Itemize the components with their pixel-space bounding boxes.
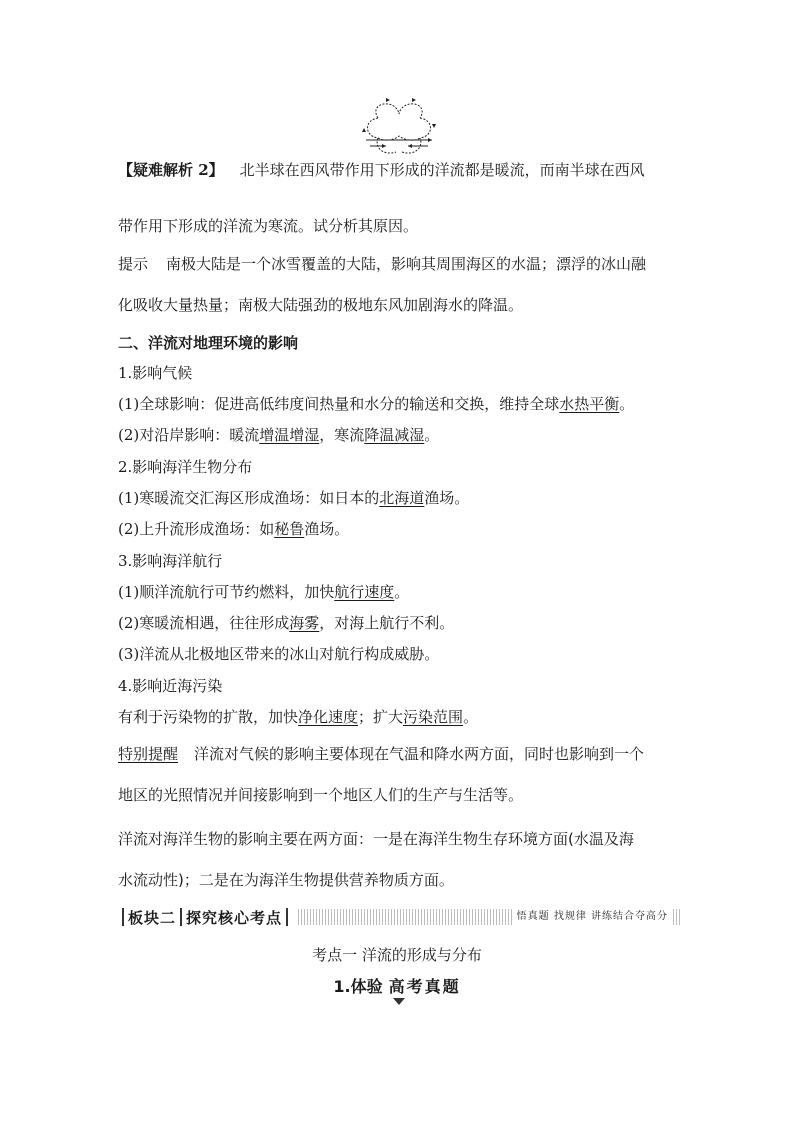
banner-title-a: 板块二 — [128, 908, 177, 927]
climate-blank-1: 水热平衡 — [559, 395, 620, 413]
pollution-line1-end: 。 — [463, 708, 479, 726]
section-heading: 二、洋流对地理环境的影响 — [118, 334, 299, 352]
bio-blank-2: 秘鲁 — [274, 520, 305, 538]
reminder-line4: 水流动性)；二是在为海洋生物提供营养物质方面。 — [118, 871, 454, 889]
climate-heading: 1.影响气候 — [118, 364, 193, 382]
climate-line2-text: (2)对沿岸影响：暖流 — [118, 426, 260, 444]
topic-subtitle — [0, 974, 794, 997]
climate-blank-2: 增温增湿 — [259, 426, 320, 444]
banner-title-b: 探究核心考点 — [186, 908, 283, 927]
nav-line3: (3)洋流从北极地区带来的冰山对航行构成威胁。 — [118, 645, 440, 663]
climate-line1-text: (1)全球影响：促进高低纬度间热量和水分的输送和交换，维持全球 — [118, 395, 560, 413]
pollution-blank-2: 污染范围 — [403, 708, 464, 726]
topic-title: 考点一 洋流的形成与分布 — [312, 946, 482, 964]
bio-line2-end: 渔场。 — [304, 520, 350, 538]
climate-line2 — [118, 425, 439, 445]
pollution-line1 — [118, 707, 478, 727]
bio-line1 — [118, 488, 469, 508]
reminder-text1: 洋流对气候的影响主要体现在气温和降水两方面，同时也影响到一个 — [194, 745, 645, 763]
climate-line2-mid: ，寒流 — [319, 426, 365, 444]
nav-line1 — [118, 582, 409, 602]
pollution-line1-text: 有利于污染物的扩散，加快 — [118, 708, 299, 726]
nav-line2 — [118, 613, 454, 633]
topic-subtitle-pre: 1.体验 — [333, 977, 383, 996]
analysis-hint-line2: 化吸收大量热量；南极大陆强劲的极地东风加剧海水的降温。 — [118, 296, 524, 314]
pollution-line1-mid: ；扩大 — [358, 708, 404, 726]
climate-line2-end: 。 — [424, 426, 440, 444]
bio-line2 — [118, 519, 349, 539]
nav-blank-1: 航行速度 — [334, 583, 395, 601]
analysis-tag: 【疑难解析 2】 — [118, 161, 224, 179]
banner-divider — [122, 908, 124, 926]
climate-blank-3: 降温减湿 — [364, 426, 425, 444]
banner-divider — [180, 908, 182, 926]
nav-line1-end: 。 — [394, 583, 410, 601]
bio-line2-text: (2)上升流形成渔场：如 — [118, 520, 275, 538]
banner-slogan: 悟真题 找规律 讲练结合夺高分 — [513, 909, 672, 925]
analysis-hint-line1 — [118, 254, 646, 274]
bio-line1-text: (1)寒暖流交汇海区形成渔场：如日本的 — [118, 489, 380, 507]
banner-divider — [286, 908, 288, 926]
pollution-blank-1: 净化速度 — [298, 708, 359, 726]
section-banner — [118, 906, 680, 928]
analysis-question-text1: 北半球在西风带作用下形成的洋流都是暖流，而南半球在西风 — [239, 161, 645, 179]
topic-subtitle-bold: 高考真题 — [388, 977, 461, 996]
nav-line1-text: (1)顺洋流航行可节约燃料，加快 — [118, 583, 335, 601]
banner-title — [118, 906, 292, 928]
hint-text1: 南极大陆是一个冰雪覆盖的大陆，影响其周围海区的水温；漂浮的冰山融 — [166, 255, 647, 273]
reminder-line3: 洋流对海洋生物的影响主要在两方面：一是在海洋生物生存环境方面(水温及海 — [118, 830, 634, 848]
nav-line2-end: ，对海上航行不利。 — [319, 614, 455, 632]
climate-line1 — [118, 394, 634, 414]
reminder-label: 特别提醒 — [118, 745, 179, 763]
pollution-heading: 4.影响近海污染 — [118, 677, 223, 695]
bio-heading: 2.影响海洋生物分布 — [118, 458, 253, 476]
reminder-line2: 地区的光照情况并间接影响到一个地区人们的生产与生活等。 — [118, 786, 524, 804]
analysis-question-line1 — [118, 160, 645, 180]
bio-line1-end: 渔场。 — [424, 489, 470, 507]
analysis-question-line2: 带作用下形成的洋流为寒流。试分析其原因。 — [118, 217, 419, 235]
ocean-current-circulation-diagram-icon — [356, 96, 442, 160]
nav-heading: 3.影响海洋航行 — [118, 552, 223, 570]
nav-line2-text: (2)寒暖流相遇，往往形成 — [118, 614, 290, 632]
nav-blank-2: 海雾 — [289, 614, 320, 632]
chevron-down-icon — [393, 998, 405, 1005]
climate-line1-end: 。 — [619, 395, 635, 413]
reminder-line1 — [118, 744, 644, 764]
bio-blank-1: 北海道 — [379, 489, 425, 507]
hint-label: 提示 — [118, 255, 149, 273]
